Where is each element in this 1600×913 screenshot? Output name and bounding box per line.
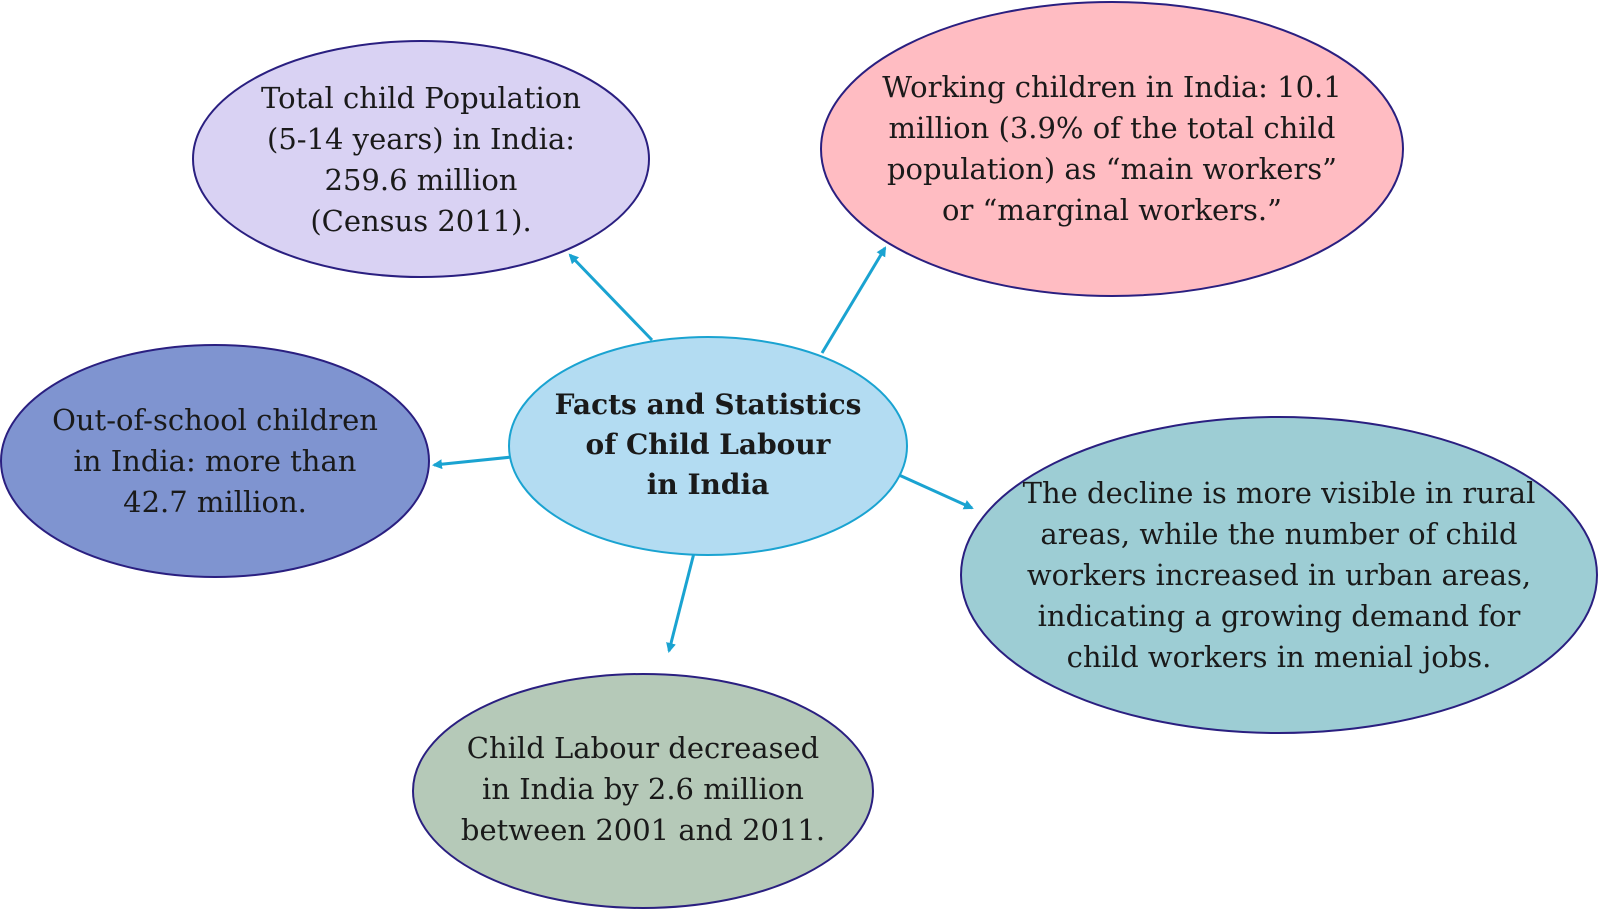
top-right-text: Working children in India: 10.1 million (3.9% of the total child population) as “main workers” or “marginal workers.” xyxy=(882,70,1342,227)
center-title: Facts and Statistics of Child Labour in India xyxy=(554,388,862,501)
left-text: Out-of-school children in India: more than 42.7 million. xyxy=(52,402,378,519)
bottom-text: Child Labour decreased in India by 2.6 million between 2001 and 2011. xyxy=(460,730,826,847)
arrow-to-top-left xyxy=(570,255,652,340)
arrow-to-bottom xyxy=(669,553,694,651)
arrow-to-top-right xyxy=(822,248,885,353)
arrow-to-left xyxy=(434,457,512,465)
top-left-text: Total child Population (5-14 years) in India: 259.6 million (Census 2011). xyxy=(261,81,581,238)
right-text: The decline is more visible in rural areas, while the number of child workers increased in urban areas, indicating a growing demand for child workers in menial jobs. xyxy=(1022,475,1536,674)
arrow-to-right xyxy=(899,475,972,508)
